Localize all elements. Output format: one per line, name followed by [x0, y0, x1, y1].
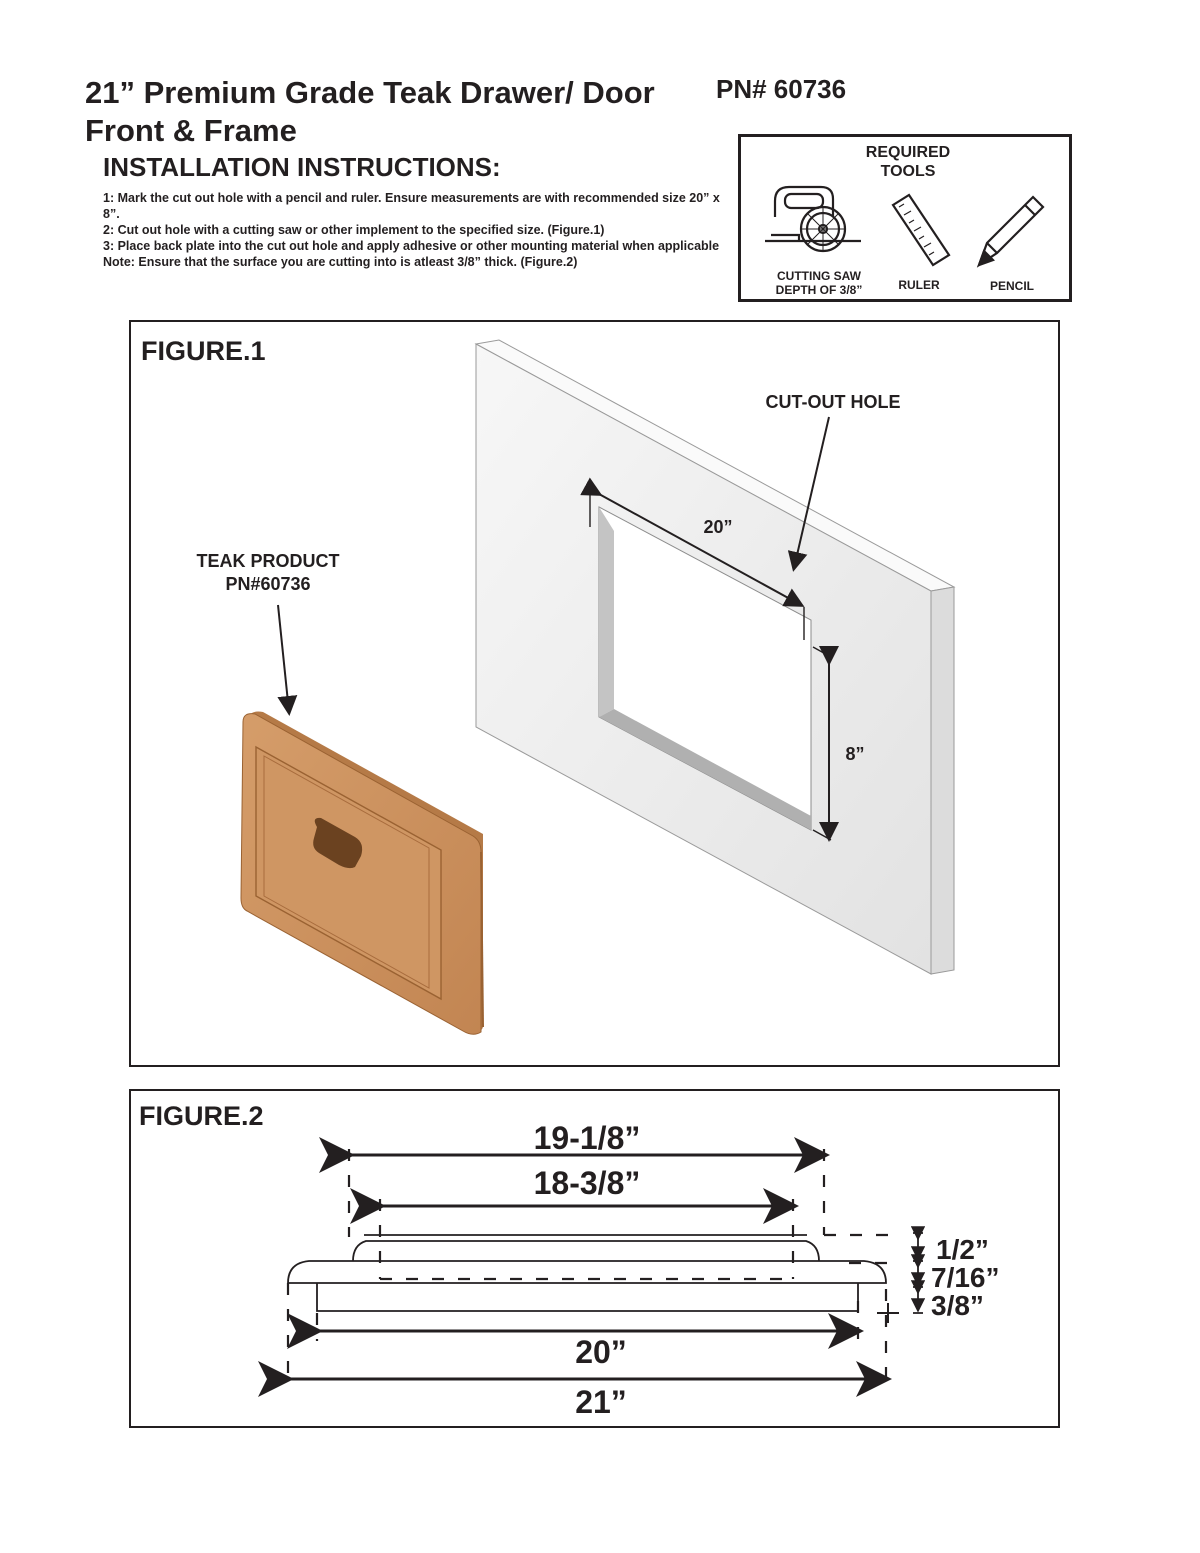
wall-panel: [476, 340, 954, 974]
teak-product-label-1: TEAK PRODUCT: [196, 551, 340, 571]
pencil-icon: [979, 197, 1043, 265]
figure-1-drawing: [131, 322, 1058, 1065]
dim-bottom-inner: 20”: [575, 1334, 627, 1370]
dim-thick-2: 7/16”: [931, 1262, 1000, 1293]
circular-saw-icon: [765, 187, 861, 251]
teak-product-label-2: PN#60736: [225, 574, 311, 594]
dim-thick-1: 1/2”: [936, 1234, 989, 1265]
cutting-saw-label: CUTTING SAW DEPTH OF 3/8”: [775, 269, 863, 297]
thickness-dimension: [913, 1233, 923, 1313]
cutout-hole-label: CUT-OUT HOLE: [765, 392, 901, 412]
width-dim-label: 20”: [703, 517, 733, 537]
part-number: PN# 60736: [716, 74, 847, 104]
instruction-step: 1: Mark the cut out hole with a pencil and ruler. Ensure measurements are with recommended size 20” x 8”.: [103, 191, 720, 221]
required-tools-box: [738, 134, 1072, 302]
frame-profile: [288, 1235, 886, 1311]
height-dim-label: 8”: [845, 744, 865, 764]
dim-thick-3: 3/8”: [931, 1290, 984, 1321]
ruler-label: RULER: [898, 278, 940, 292]
figure-2: [129, 1089, 1060, 1428]
instruction-note: Note: Ensure that the surface you are cutting into is atleast 3/8” thick. (Figure.2): [103, 255, 578, 269]
product-leader-arrow: [278, 605, 289, 712]
teak-product: [241, 712, 483, 1035]
figure-1-label: FIGURE.1: [141, 336, 266, 366]
instructions-list: [103, 190, 723, 270]
figure-2-label: FIGURE.2: [139, 1101, 264, 1131]
required-tools-title: REQUIRED TOOLS: [865, 144, 951, 180]
instruction-step: 3: Place back plate into the cut out hole and apply adhesive or other mounting material when applicable: [103, 239, 720, 253]
dim-bottom-outer: 21”: [575, 1384, 627, 1420]
instruction-step: 2: Cut out hole with a cutting saw or other implement to the specified size. (Figure.1): [103, 223, 605, 237]
ruler-icon: [893, 195, 949, 265]
instructions-heading: INSTALLATION INSTRUCTIONS:: [103, 152, 501, 182]
dim-top-inner: 18-3/8”: [533, 1165, 641, 1201]
page-title: 21” Premium Grade Teak Drawer/ Door Front & Frame: [85, 75, 655, 148]
pencil-label: PENCIL: [989, 279, 1034, 293]
dim-top-outer: 19-1/8”: [533, 1120, 641, 1156]
figure-1: [129, 320, 1060, 1067]
figure-2-drawing: [131, 1091, 1058, 1426]
